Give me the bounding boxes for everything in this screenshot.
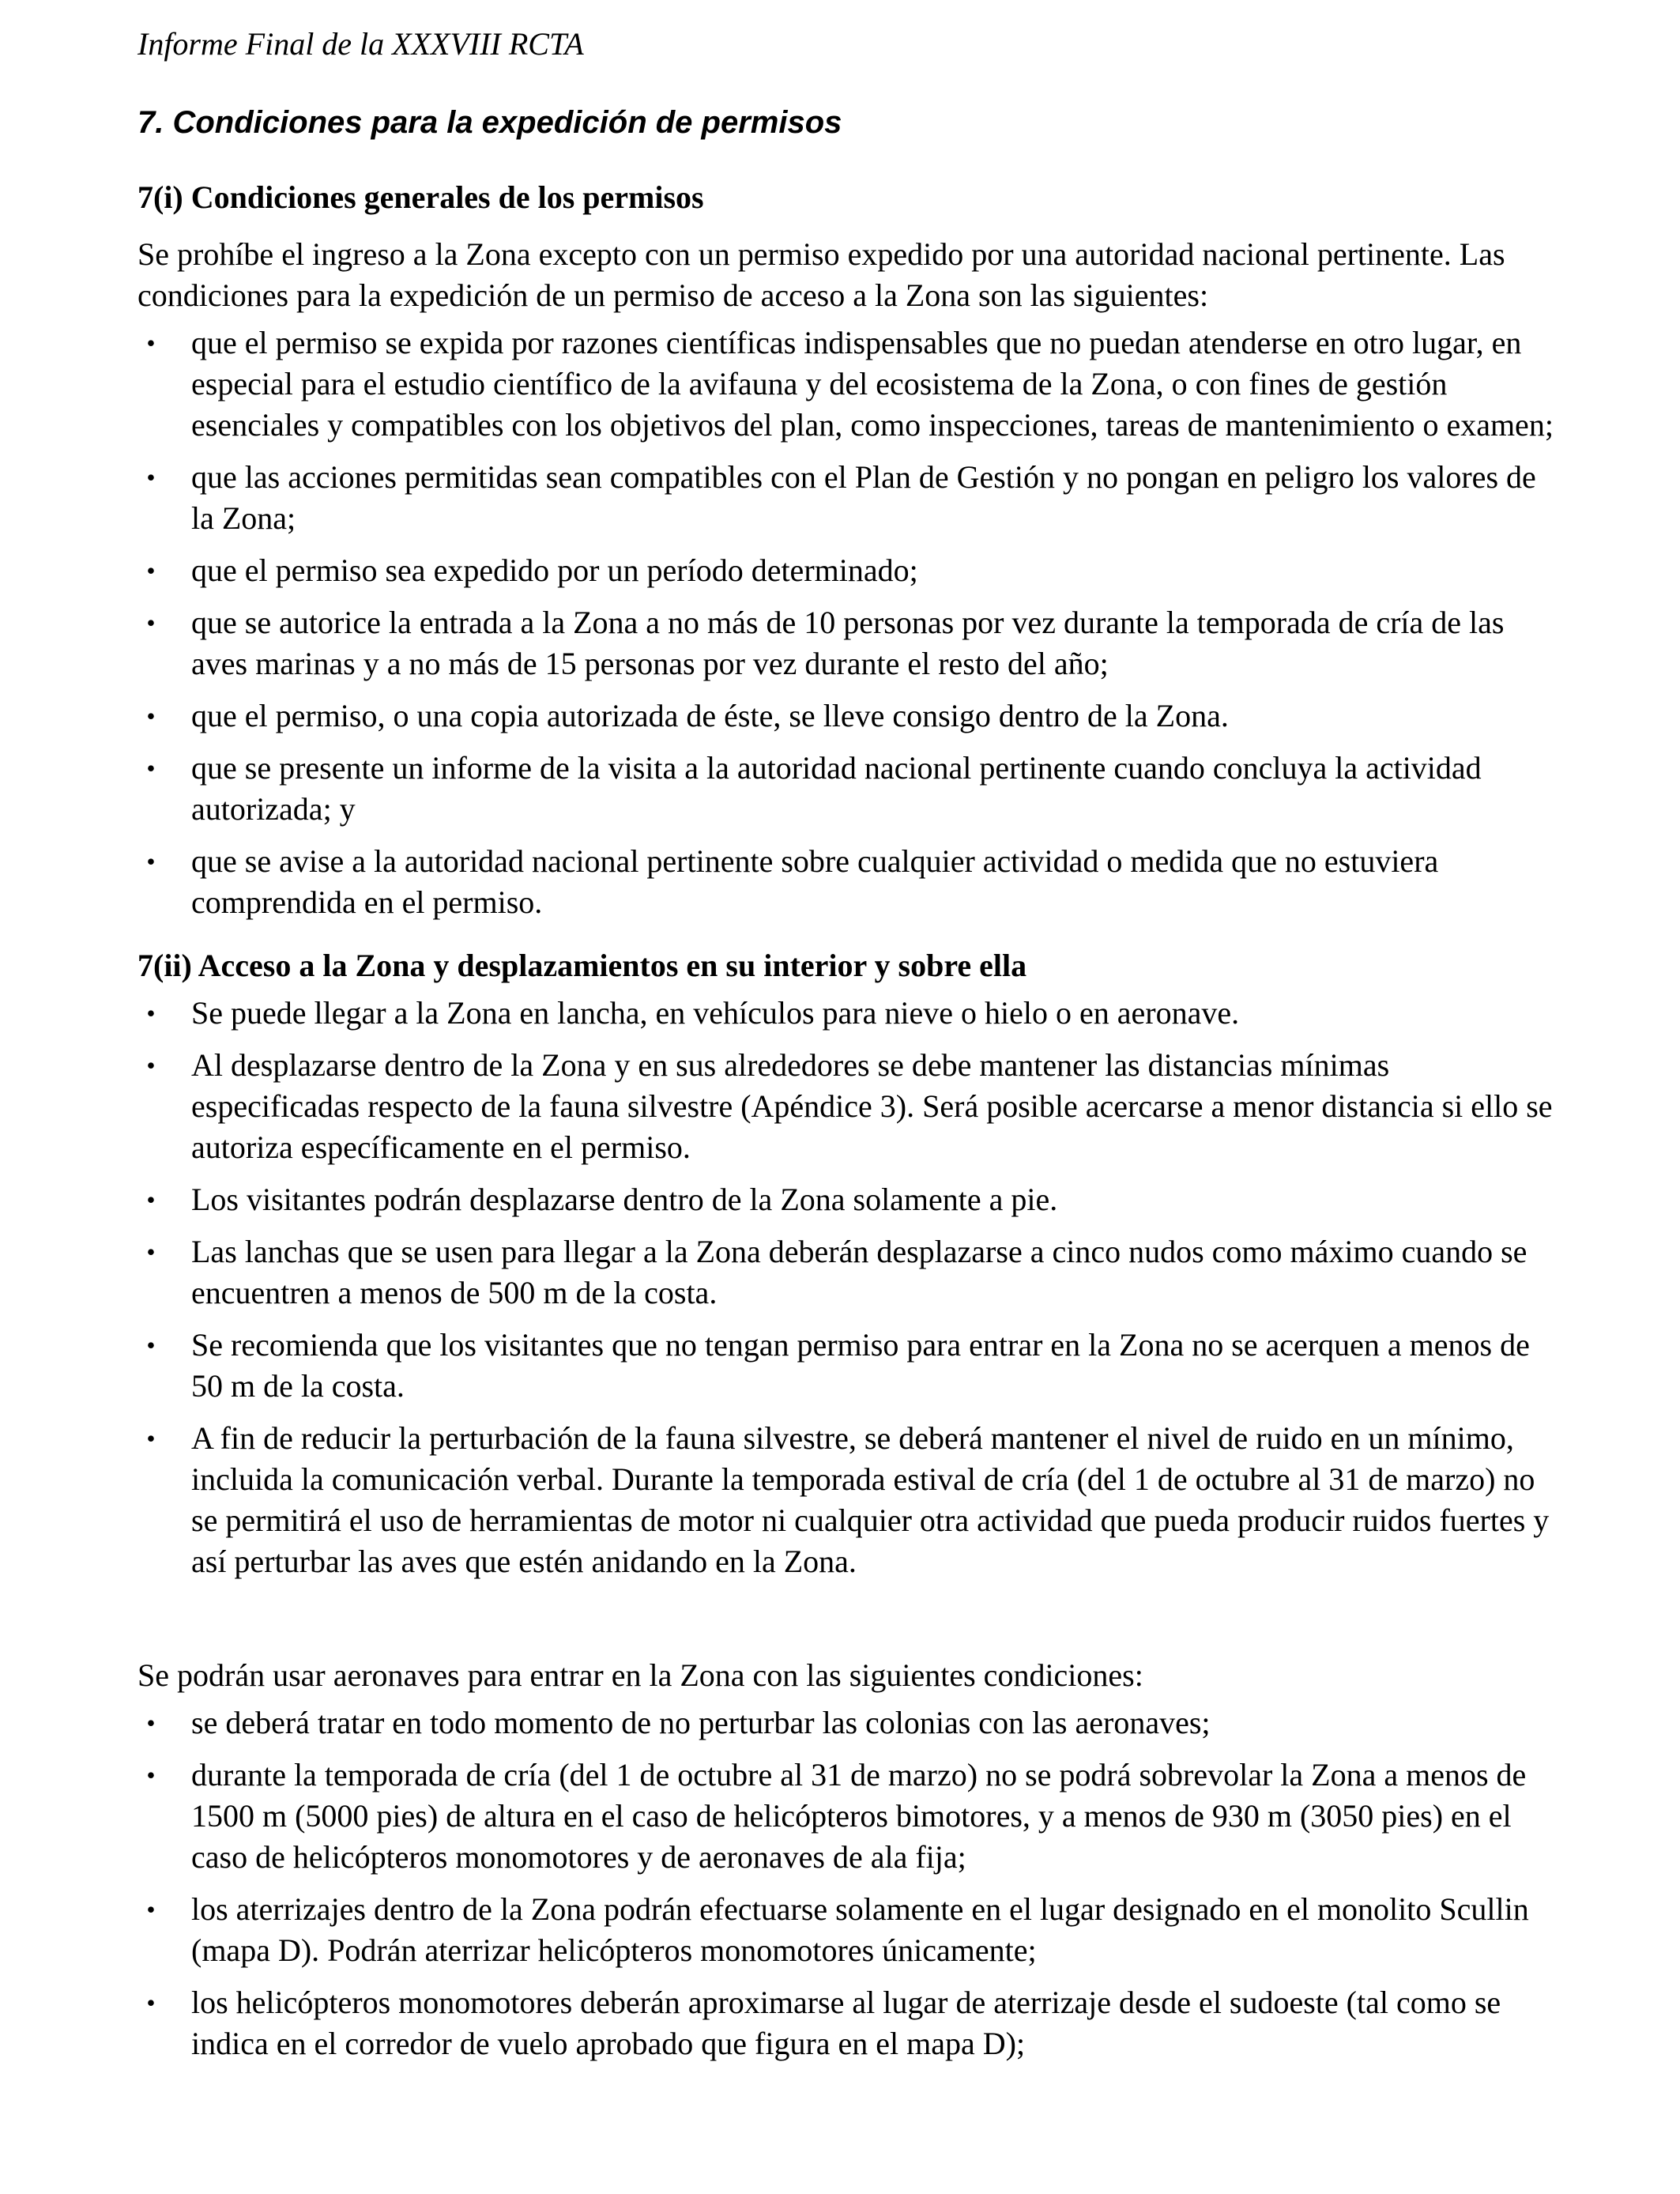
list-item-text: que el permiso, o una copia autorizada de éste, se lleve consigo dentro de la Zona. [191, 698, 1229, 733]
bullet-icon: • [146, 1238, 156, 1266]
bullet-icon: • [146, 1895, 156, 1924]
access-rules-list [137, 993, 1560, 1582]
list-item [137, 457, 1560, 539]
list-item [137, 748, 1560, 830]
list-item [137, 1702, 1560, 1744]
bullet-icon: • [146, 702, 156, 730]
list-item-text: los helicópteros monomotores deberán aproximarse al lugar de aterrizaje desde el sudoeste (tal como se indica en el corredor de vuelo aprobado que figura en el mapa D); [191, 1985, 1501, 2061]
bullet-icon: • [146, 999, 156, 1027]
list-item-text: Las lanchas que se usen para llegar a la Zona deberán desplazarse a cinco nudos como máximo cuando se encuentren a menos de 500 m de la costa. [191, 1234, 1527, 1310]
list-item [137, 602, 1560, 684]
list-item [137, 322, 1560, 446]
bullet-icon: • [146, 556, 156, 585]
bullet-icon: • [146, 1761, 156, 1789]
bullet-icon: • [146, 1989, 156, 2017]
aircraft-conditions-intro: Se podrán usar aeronaves para entrar en la Zona con las siguientes condiciones: [137, 1657, 1143, 1693]
list-item [137, 841, 1560, 923]
list-item [137, 1045, 1560, 1168]
list-item-text: que se autorice la entrada a la Zona a no más de 10 personas por vez durante la temporada de cría de las aves marinas y a no más de 15 personas por vez durante el resto del año; [191, 605, 1505, 681]
bullet-icon: • [146, 1709, 156, 1737]
bullet-icon: • [146, 463, 156, 492]
general-conditions-list [137, 322, 1560, 923]
list-item-text: que el permiso se expida por razones científicas indispensables que no puedan atenderse en otro lugar, en especial para el estudio científico de la avifauna y del ecosistema de la Zona, o con fines de gestión esenciales y compatibles con los objetivos del plan, como inspecciones, tareas de mantenimiento o examen; [191, 325, 1554, 443]
bullet-icon: • [146, 1331, 156, 1359]
list-item-text: Los visitantes podrán desplazarse dentro de la Zona solamente a pie. [191, 1182, 1058, 1217]
list-item [137, 1889, 1560, 1971]
list-item-text: Se recomienda que los visitantes que no tengan permiso para entrar en la Zona no se acerquen a menos de 50 m de la costa. [191, 1327, 1530, 1404]
bullet-icon: • [146, 1051, 156, 1080]
bullet-icon: • [146, 754, 156, 782]
list-item [137, 696, 1560, 737]
list-item-text: durante la temporada de cría (del 1 de octubre al 31 de marzo) no se podrá sobrevolar la Zona a menos de 1500 m (5000 pies) de altura en el caso de helicópteros bimotores, y a menos de 930 m (3050 pies) en el caso de helicópteros monomotores y de aeronaves de ala fija; [191, 1757, 1527, 1875]
bullet-icon: • [146, 329, 156, 357]
list-item-text: A fin de reducir la perturbación de la fauna silvestre, se deberá mantener el nivel de ruido en un mínimo, incluida la comunicación verbal. Durante la temporada estival de cría (del 1 de octubre al 31 de marzo) no se permitirá el uso de herramientas de motor ni cualquier otra actividad que pueda producir ruidos fuertes y así perturbar las aves que estén anidando en la Zona. [191, 1420, 1550, 1579]
list-item [137, 993, 1560, 1034]
running-header: Informe Final de la XXXVIII RCTA [137, 26, 584, 62]
list-item [137, 1755, 1560, 1878]
list-item-text: Al desplazarse dentro de la Zona y en sus alrededores se debe mantener las distancias mínimas especificadas respecto de la fauna silvestre (Apéndice 3). Será posible acercarse a menor distancia si ello se autoriza específicamente en el permiso. [191, 1047, 1553, 1165]
list-item-text: los aterrizajes dentro de la Zona podrán efectuarse solamente en el lugar designado en el monolito Scullin (mapa D). Podrán aterrizar helicópteros monomotores únicamente; [191, 1891, 1529, 1968]
list-item [137, 1982, 1560, 2064]
aircraft-conditions-list [137, 1702, 1560, 2064]
list-item [137, 1325, 1560, 1407]
subsection-heading-access: 7(ii) Acceso a la Zona y desplazamientos en su interior y sobre ella [137, 948, 1027, 983]
list-item [137, 1179, 1560, 1220]
list-item-text: que las acciones permitidas sean compatibles con el Plan de Gestión y no pongan en peligro los valores de la Zona; [191, 459, 1536, 536]
document-body [137, 177, 1560, 2075]
bullet-icon: • [146, 609, 156, 637]
section-title: 7. Condiciones para la expedición de permisos [137, 105, 842, 140]
bullet-icon: • [146, 1186, 156, 1214]
list-item-text: que el permiso sea expedido por un período determinado; [191, 552, 918, 588]
list-item-text: se deberá tratar en todo momento de no perturbar las colonias con las aeronaves; [191, 1705, 1211, 1740]
general-conditions-intro: Se prohíbe el ingreso a la Zona excepto con un permiso expedido por una autoridad nacional pertinente. Las condiciones para la expedición de un permiso de acceso a la Zona son las siguientes: [137, 236, 1505, 313]
list-item-text: Se puede llegar a la Zona en lancha, en vehículos para nieve o hielo o en aeronave. [191, 995, 1240, 1031]
bullet-icon: • [146, 847, 156, 876]
bullet-icon: • [146, 1424, 156, 1453]
list-item-text: que se avise a la autoridad nacional pertinente sobre cualquier actividad o medida que no estuviera comprendida en el permiso. [191, 843, 1439, 920]
list-item [137, 1231, 1560, 1314]
list-item [137, 550, 1560, 591]
list-item [137, 1418, 1560, 1582]
subsection-heading-general-conditions: 7(i) Condiciones generales de los permisos [137, 179, 704, 215]
list-item-text: que se presente un informe de la visita a la autoridad nacional pertinente cuando concluya la actividad autorizada; y [191, 750, 1482, 827]
